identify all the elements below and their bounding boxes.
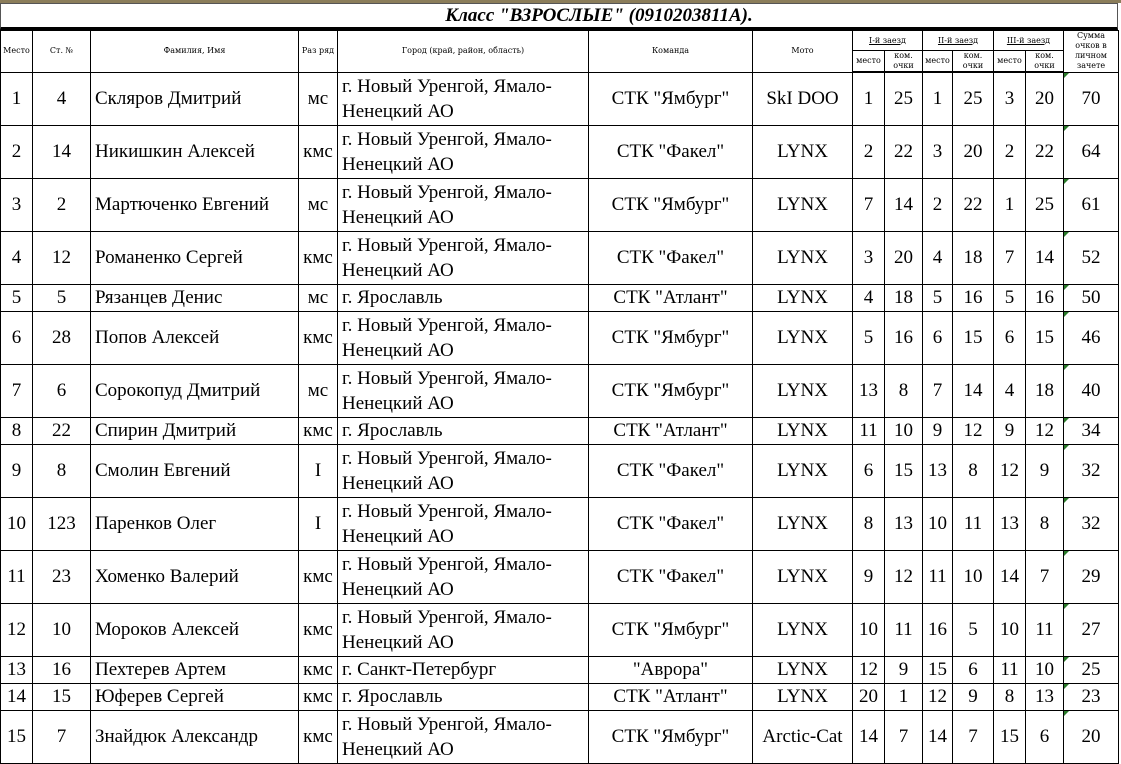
cell-team: СТК "Атлант" <box>589 284 753 311</box>
header-name: Фамилия, Имя <box>91 31 299 73</box>
header-sub-points-race-2: ком. очки <box>953 51 994 73</box>
table-row <box>1 311 1119 364</box>
cell-race2-place: 15 <box>923 656 953 683</box>
cell-race3-place: 13 <box>994 497 1026 550</box>
cell-race1-points: 7 <box>885 710 923 763</box>
cell-rank: I <box>299 497 338 550</box>
cell-place: 15 <box>1 710 33 763</box>
cell-place: 4 <box>1 231 33 284</box>
cell-race3-points: 25 <box>1026 178 1064 231</box>
cell-race1-place: 12 <box>853 656 885 683</box>
cell-city: г. Новый Уренгой, Ямало-Ненецкий АО <box>338 710 589 763</box>
cell-number: 12 <box>33 231 91 284</box>
cell-moto: LYNX <box>753 603 853 656</box>
table-row <box>1 231 1119 284</box>
cell-rank: мс <box>299 72 338 125</box>
cell-moto: LYNX <box>753 178 853 231</box>
cell-sum: 64 <box>1064 125 1119 178</box>
header-rank: Раз ряд <box>299 31 338 73</box>
cell-sum: 23 <box>1064 683 1119 710</box>
header-number: Ст. № <box>33 31 91 73</box>
table-row <box>1 72 1119 125</box>
cell-rank: кмс <box>299 231 338 284</box>
cell-city: г. Новый Уренгой, Ямало-Ненецкий АО <box>338 231 589 284</box>
cell-race2-place: 6 <box>923 311 953 364</box>
cell-race3-points: 18 <box>1026 364 1064 417</box>
cell-race2-place: 10 <box>923 497 953 550</box>
cell-city: г. Новый Уренгой, Ямало-Ненецкий АО <box>338 178 589 231</box>
cell-moto: LYNX <box>753 550 853 603</box>
cell-team: СТК "Факел" <box>589 125 753 178</box>
cell-race2-points: 25 <box>953 72 994 125</box>
cell-race1-points: 14 <box>885 178 923 231</box>
cell-moto: Arctic-Cat <box>753 710 853 763</box>
cell-race2-place: 7 <box>923 364 953 417</box>
cell-race1-place: 5 <box>853 311 885 364</box>
cell-race1-points: 25 <box>885 72 923 125</box>
cell-race2-place: 9 <box>923 417 953 444</box>
cell-race3-place: 7 <box>994 231 1026 284</box>
cell-rank: кмс <box>299 550 338 603</box>
cell-race2-points: 18 <box>953 231 994 284</box>
cell-race3-place: 12 <box>994 444 1026 497</box>
cell-city: г. Новый Уренгой, Ямало-Ненецкий АО <box>338 311 589 364</box>
cell-race2-place: 16 <box>923 603 953 656</box>
cell-race2-place: 12 <box>923 683 953 710</box>
cell-race2-place: 5 <box>923 284 953 311</box>
cell-race1-place: 10 <box>853 603 885 656</box>
table-row <box>1 656 1119 683</box>
cell-sum: 20 <box>1064 710 1119 763</box>
cell-race1-points: 13 <box>885 497 923 550</box>
cell-moto: LYNX <box>753 364 853 417</box>
cell-rank: кмс <box>299 683 338 710</box>
cell-city: г. Ярославль <box>338 683 589 710</box>
cell-team: СТК "Ямбург" <box>589 603 753 656</box>
cell-race2-place: 1 <box>923 72 953 125</box>
cell-race2-place: 3 <box>923 125 953 178</box>
cell-race3-place: 11 <box>994 656 1026 683</box>
cell-race3-place: 15 <box>994 710 1026 763</box>
cell-race1-points: 15 <box>885 444 923 497</box>
cell-name: Смолин Евгений <box>91 444 299 497</box>
cell-race3-place: 3 <box>994 72 1026 125</box>
cell-race3-place: 4 <box>994 364 1026 417</box>
table-row <box>1 710 1119 763</box>
cell-rank: мс <box>299 284 338 311</box>
cell-moto: LYNX <box>753 683 853 710</box>
cell-rank: кмс <box>299 125 338 178</box>
cell-race1-place: 4 <box>853 284 885 311</box>
cell-race1-place: 3 <box>853 231 885 284</box>
cell-race1-place: 1 <box>853 72 885 125</box>
header-sum: Сумма очков в личном зачете <box>1064 31 1119 73</box>
cell-team: СТК "Факел" <box>589 497 753 550</box>
cell-place: 6 <box>1 311 33 364</box>
cell-race1-points: 20 <box>885 231 923 284</box>
cell-race1-place: 20 <box>853 683 885 710</box>
cell-team: СТК "Факел" <box>589 231 753 284</box>
results-table <box>0 30 1119 764</box>
cell-place: 7 <box>1 364 33 417</box>
cell-number: 7 <box>33 710 91 763</box>
cell-number: 5 <box>33 284 91 311</box>
cell-moto: LYNX <box>753 125 853 178</box>
cell-number: 16 <box>33 656 91 683</box>
cell-race3-place: 5 <box>994 284 1026 311</box>
cell-race3-points: 15 <box>1026 311 1064 364</box>
cell-team: СТК "Атлант" <box>589 683 753 710</box>
cell-place: 12 <box>1 603 33 656</box>
cell-rank: I <box>299 444 338 497</box>
cell-race1-points: 9 <box>885 656 923 683</box>
cell-city: г. Новый Уренгой, Ямало-Ненецкий АО <box>338 444 589 497</box>
cell-team: СТК "Факел" <box>589 444 753 497</box>
table-row <box>1 417 1119 444</box>
cell-race1-points: 12 <box>885 550 923 603</box>
cell-race3-points: 22 <box>1026 125 1064 178</box>
cell-city: г. Санкт-Петербург <box>338 656 589 683</box>
cell-race2-place: 11 <box>923 550 953 603</box>
cell-race3-place: 14 <box>994 550 1026 603</box>
cell-city: г. Новый Уренгой, Ямало-Ненецкий АО <box>338 72 589 125</box>
cell-place: 1 <box>1 72 33 125</box>
header-place: Место <box>1 31 33 73</box>
cell-name: Попов Алексей <box>91 311 299 364</box>
cell-race3-points: 11 <box>1026 603 1064 656</box>
cell-city: г. Новый Уренгой, Ямало-Ненецкий АО <box>338 364 589 417</box>
table-row <box>1 550 1119 603</box>
cell-race1-points: 18 <box>885 284 923 311</box>
cell-race3-points: 7 <box>1026 550 1064 603</box>
cell-team: СТК "Ямбург" <box>589 72 753 125</box>
cell-city: г. Новый Уренгой, Ямало-Ненецкий АО <box>338 603 589 656</box>
cell-number: 15 <box>33 683 91 710</box>
cell-number: 2 <box>33 178 91 231</box>
cell-city: г. Новый Уренгой, Ямало-Ненецкий АО <box>338 497 589 550</box>
cell-race2-points: 14 <box>953 364 994 417</box>
cell-sum: 32 <box>1064 497 1119 550</box>
cell-name: Юферев Сергей <box>91 683 299 710</box>
cell-race1-points: 10 <box>885 417 923 444</box>
cell-race2-points: 9 <box>953 683 994 710</box>
table-row <box>1 284 1119 311</box>
cell-sum: 70 <box>1064 72 1119 125</box>
cell-rank: кмс <box>299 710 338 763</box>
cell-race3-place: 1 <box>994 178 1026 231</box>
cell-sum: 40 <box>1064 364 1119 417</box>
cell-name: Спирин Дмитрий <box>91 417 299 444</box>
cell-name: Мартюченко Евгений <box>91 178 299 231</box>
cell-race1-place: 2 <box>853 125 885 178</box>
cell-moto: LYNX <box>753 444 853 497</box>
header-race-1: I-й заезд <box>853 31 923 51</box>
header-sub-place-race-1: место <box>853 51 885 73</box>
cell-race2-points: 10 <box>953 550 994 603</box>
cell-race2-points: 5 <box>953 603 994 656</box>
cell-race3-place: 6 <box>994 311 1026 364</box>
cell-place: 9 <box>1 444 33 497</box>
table-row <box>1 125 1119 178</box>
cell-race2-points: 6 <box>953 656 994 683</box>
cell-number: 28 <box>33 311 91 364</box>
cell-race2-points: 22 <box>953 178 994 231</box>
cell-city: г. Новый Уренгой, Ямало-Ненецкий АО <box>338 125 589 178</box>
cell-name: Сорокопуд Дмитрий <box>91 364 299 417</box>
cell-name: Никишкин Алексей <box>91 125 299 178</box>
cell-race3-place: 9 <box>994 417 1026 444</box>
cell-city: г. Ярославль <box>338 417 589 444</box>
table-row <box>1 444 1119 497</box>
cell-race3-points: 6 <box>1026 710 1064 763</box>
header-sub-place-race-2: место <box>923 51 953 73</box>
cell-number: 4 <box>33 72 91 125</box>
cell-name: Рязанцев Денис <box>91 284 299 311</box>
cell-place: 8 <box>1 417 33 444</box>
cell-sum: 46 <box>1064 311 1119 364</box>
cell-race1-points: 11 <box>885 603 923 656</box>
cell-rank: кмс <box>299 603 338 656</box>
class-title: Класс "ВЗРОСЛЫЕ" (0910203811А). <box>0 3 1118 30</box>
cell-race2-place: 14 <box>923 710 953 763</box>
cell-number: 8 <box>33 444 91 497</box>
cell-race2-points: 16 <box>953 284 994 311</box>
cell-rank: мс <box>299 364 338 417</box>
cell-race3-points: 20 <box>1026 72 1064 125</box>
cell-sum: 50 <box>1064 284 1119 311</box>
cell-sum: 27 <box>1064 603 1119 656</box>
cell-race1-place: 9 <box>853 550 885 603</box>
cell-race2-place: 2 <box>923 178 953 231</box>
cell-name: Хоменко Валерий <box>91 550 299 603</box>
cell-number: 23 <box>33 550 91 603</box>
cell-moto: LYNX <box>753 417 853 444</box>
cell-race2-points: 7 <box>953 710 994 763</box>
header-sub-points-race-1: ком. очки <box>885 51 923 73</box>
cell-place: 14 <box>1 683 33 710</box>
header-sub-place-race-3: место <box>994 51 1026 73</box>
cell-rank: кмс <box>299 311 338 364</box>
cell-race3-points: 10 <box>1026 656 1064 683</box>
cell-name: Мороков Алексей <box>91 603 299 656</box>
header-sub-points-race-3: ком. очки <box>1026 51 1064 73</box>
cell-sum: 25 <box>1064 656 1119 683</box>
table-row <box>1 603 1119 656</box>
cell-team: "Аврора" <box>589 656 753 683</box>
cell-number: 22 <box>33 417 91 444</box>
cell-place: 11 <box>1 550 33 603</box>
cell-race3-points: 14 <box>1026 231 1064 284</box>
cell-race3-place: 2 <box>994 125 1026 178</box>
cell-moto: LYNX <box>753 311 853 364</box>
header-city: Город (край, район, область) <box>338 31 589 73</box>
cell-number: 14 <box>33 125 91 178</box>
cell-city: г. Ярославль <box>338 284 589 311</box>
cell-number: 123 <box>33 497 91 550</box>
cell-race1-place: 7 <box>853 178 885 231</box>
cell-name: Паренков Олег <box>91 497 299 550</box>
cell-team: СТК "Атлант" <box>589 417 753 444</box>
cell-place: 10 <box>1 497 33 550</box>
cell-race1-place: 11 <box>853 417 885 444</box>
cell-race1-points: 22 <box>885 125 923 178</box>
cell-race3-points: 13 <box>1026 683 1064 710</box>
cell-race3-points: 9 <box>1026 444 1064 497</box>
cell-number: 10 <box>33 603 91 656</box>
table-row <box>1 364 1119 417</box>
header-race-2: II-й заезд <box>923 31 994 51</box>
cell-rank: кмс <box>299 417 338 444</box>
cell-sum: 61 <box>1064 178 1119 231</box>
cell-race3-place: 10 <box>994 603 1026 656</box>
cell-sum: 32 <box>1064 444 1119 497</box>
cell-name: Пехтерев Артем <box>91 656 299 683</box>
header-team: Команда <box>589 31 753 73</box>
table-row <box>1 497 1119 550</box>
cell-race1-place: 8 <box>853 497 885 550</box>
cell-moto: SkI DOO <box>753 72 853 125</box>
cell-place: 13 <box>1 656 33 683</box>
cell-race3-points: 16 <box>1026 284 1064 311</box>
cell-race3-place: 8 <box>994 683 1026 710</box>
cell-race3-points: 12 <box>1026 417 1064 444</box>
cell-rank: кмс <box>299 656 338 683</box>
cell-sum: 29 <box>1064 550 1119 603</box>
header-race-3: III-й заезд <box>994 31 1064 51</box>
cell-name: Знайдюк Александр <box>91 710 299 763</box>
cell-sum: 34 <box>1064 417 1119 444</box>
cell-race2-points: 8 <box>953 444 994 497</box>
cell-team: СТК "Ямбург" <box>589 364 753 417</box>
cell-rank: мс <box>299 178 338 231</box>
table-row <box>1 178 1119 231</box>
cell-race1-points: 8 <box>885 364 923 417</box>
cell-sum: 52 <box>1064 231 1119 284</box>
cell-name: Скляров Дмитрий <box>91 72 299 125</box>
cell-city: г. Новый Уренгой, Ямало-Ненецкий АО <box>338 550 589 603</box>
cell-team: СТК "Ямбург" <box>589 178 753 231</box>
cell-number: 6 <box>33 364 91 417</box>
cell-race2-place: 4 <box>923 231 953 284</box>
table-row <box>1 683 1119 710</box>
cell-moto: LYNX <box>753 656 853 683</box>
cell-moto: LYNX <box>753 231 853 284</box>
cell-race2-points: 20 <box>953 125 994 178</box>
cell-place: 5 <box>1 284 33 311</box>
cell-team: СТК "Ямбург" <box>589 311 753 364</box>
cell-race2-points: 12 <box>953 417 994 444</box>
cell-race1-points: 1 <box>885 683 923 710</box>
cell-place: 2 <box>1 125 33 178</box>
cell-race2-points: 15 <box>953 311 994 364</box>
cell-race1-place: 6 <box>853 444 885 497</box>
cell-race1-points: 16 <box>885 311 923 364</box>
header-moto: Мото <box>753 31 853 73</box>
cell-race3-points: 8 <box>1026 497 1064 550</box>
cell-name: Романенко Сергей <box>91 231 299 284</box>
cell-moto: LYNX <box>753 284 853 311</box>
cell-place: 3 <box>1 178 33 231</box>
cell-team: СТК "Факел" <box>589 550 753 603</box>
cell-race1-place: 13 <box>853 364 885 417</box>
cell-race2-points: 11 <box>953 497 994 550</box>
cell-team: СТК "Ямбург" <box>589 710 753 763</box>
cell-race1-place: 14 <box>853 710 885 763</box>
cell-moto: LYNX <box>753 497 853 550</box>
cell-race2-place: 13 <box>923 444 953 497</box>
